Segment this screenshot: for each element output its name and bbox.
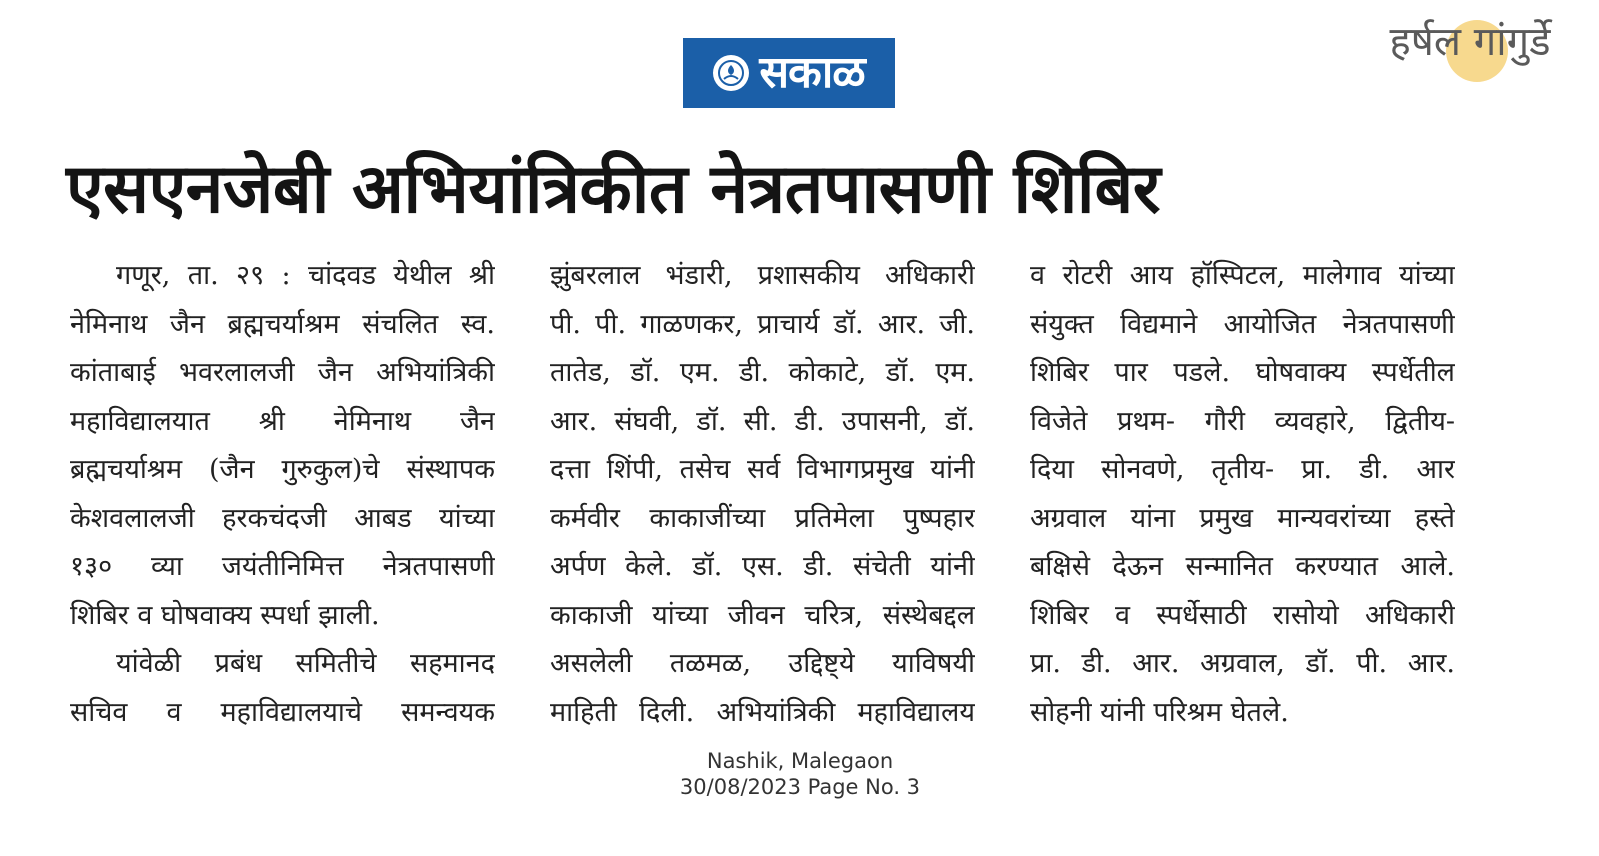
column-line: प्रा. डी. आर. अग्रवाल, डॉ. पी. आर. — [1030, 648, 1455, 679]
column-line: दिया सोनवणे, तृतीय- प्रा. डी. आर — [1030, 454, 1455, 485]
column-line: अग्रवाल यांना प्रमुख मान्यवरांच्या हस्ते — [1030, 502, 1455, 534]
column-line: झुंबरलाल भंडारी, प्रशासकीय अधिकारी — [550, 260, 975, 291]
column-line: अर्पण केले. डॉ. एस. डी. संचेती यांनी — [550, 551, 975, 582]
masthead-name: सकाळ — [759, 47, 865, 98]
article-headline: एसएनजेबी अभियांत्रिकीत नेत्रतपासणी शिबिर — [66, 150, 1161, 229]
column-line: काकाजी यांच्या जीवन चरित्र, संस्थेबद्दल — [550, 599, 975, 631]
article-column-2 — [550, 252, 975, 737]
column-line: आर. संघवी, डॉ. सी. डी. उपासनी, डॉ. — [550, 405, 975, 437]
column-line: माहिती दिली. अभियांत्रिकी महाविद्यालय — [550, 696, 975, 728]
sakal-emblem-icon — [713, 55, 749, 91]
column-line: सचिव व महाविद्यालयाचे समन्वयक — [70, 696, 495, 728]
column-line: ब्रह्मचर्याश्रम (जैन गुरुकुल)चे संस्थापक — [70, 454, 495, 485]
edition-label: Nashik, Malegaon — [706, 749, 894, 773]
newspaper-masthead — [683, 38, 895, 108]
column-line: व रोटरी आय हॉस्पिटल, मालेगाव यांच्या — [1030, 260, 1455, 291]
column-line: कांताबाई भवरलालजी जैन अभियांत्रिकी — [70, 357, 495, 388]
column-line: केशवलालजी हरकचंदजी आबड यांच्या — [70, 502, 495, 534]
column-line: नेमिनाथ जैन ब्रह्मचर्याश्रम संचलित स्व. — [70, 308, 495, 340]
column-line: १३० व्या जयंतीनिमित्त नेत्रतपासणी — [70, 551, 495, 582]
column-line: सोहनी यांनी परिश्रम घेतले. — [1030, 696, 1289, 728]
date-page-label: 30/08/2023 Page No. 3 — [679, 775, 921, 799]
watermark — [1360, 12, 1580, 82]
column-line: शिबिर व स्पर्धेसाठी रासोयो अधिकारी — [1030, 599, 1455, 631]
column-line: संयुक्त विद्यमाने आयोजित नेत्रतपासणी — [1030, 308, 1455, 340]
column-line: असलेली तळमळ, उद्दिष्ट्ये याविषयी — [550, 648, 975, 679]
column-line: विजेते प्रथम- गौरी व्यवहारे, द्वितीय- — [1030, 405, 1455, 437]
column-line: यांवेळी प्रबंध समितीचे सहमानद — [116, 648, 495, 679]
column-line: पी. पी. गाळणकर, प्राचार्य डॉ. आर. जी. — [550, 308, 975, 340]
column-line: महाविद्यालयात श्री नेमिनाथ जैन — [70, 405, 495, 437]
column-line: गणूर, ता. २९ : चांदवड येथील श्री — [116, 260, 495, 291]
column-line: शिबिर पार पडले. घोषवाक्य स्पर्धेतील — [1030, 357, 1455, 388]
publication-caption — [600, 748, 1000, 800]
column-line: बक्षिसे देऊन सन्मानित करण्यात आले. — [1030, 551, 1455, 582]
column-line: कर्मवीर काकाजींच्या प्रतिमेला पुष्पहार — [550, 502, 975, 534]
article-column-3 — [1030, 252, 1455, 737]
watermark-text: हर्षल गांगुर्डे — [1389, 19, 1551, 65]
article-column-1 — [70, 252, 495, 737]
column-line: दत्ता शिंपी, तसेच सर्व विभागप्रमुख यांनी — [550, 454, 975, 485]
column-line: तातेड, डॉ. एम. डी. कोकाटे, डॉ. एम. — [550, 357, 975, 388]
column-line: शिबिर व घोषवाक्य स्पर्धा झाली. — [70, 599, 380, 631]
